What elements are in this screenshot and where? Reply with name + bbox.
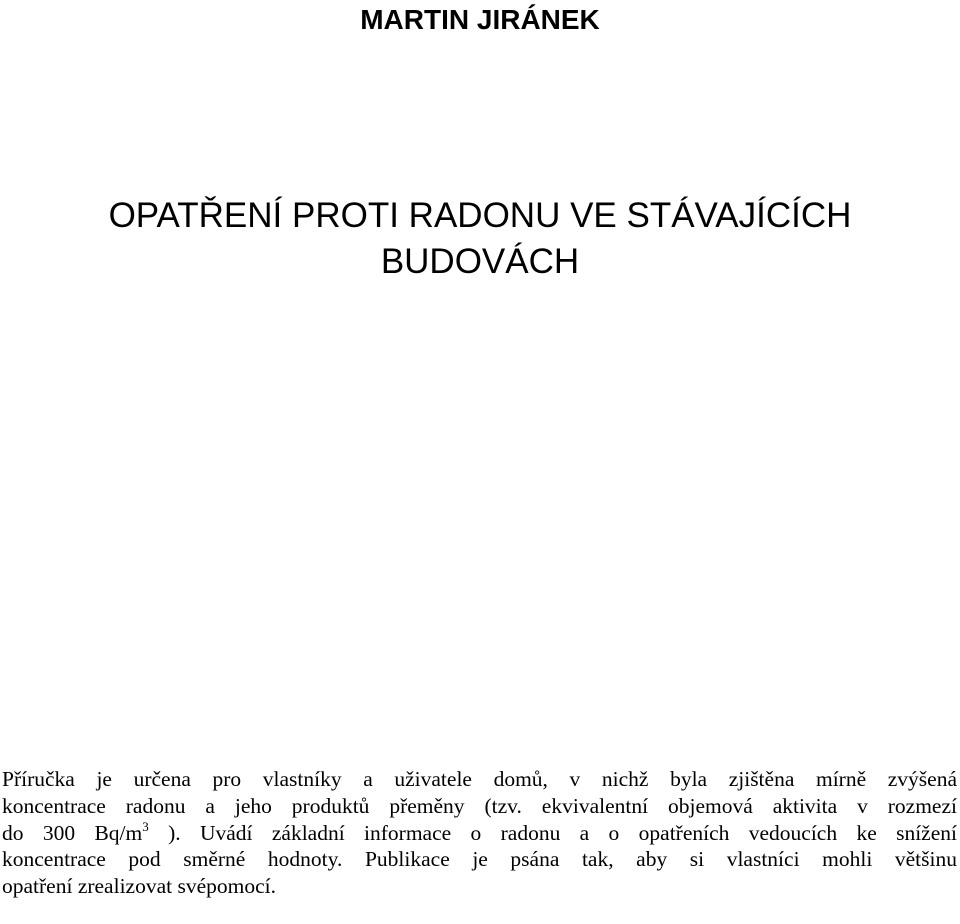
abstract-paragraph [2,766,957,900]
abstract-line-2: koncentrace radonu a jeho produktů přeměny (tzv. ekvivalentní objemová aktivita v rozmezí [2,793,957,818]
abstract-line-5: opatření zrealizovat svépomocí. [2,874,277,899]
cubic-superscript: 3 [142,818,149,834]
author-name: MARTIN JIRÁNEK [360,4,600,35]
abstract-line-3-start: do 300 Bq/m [2,820,143,845]
document-title-line-2: BUDOVÁCH [380,242,580,281]
document-title [0,193,960,285]
abstract-line-4: koncentrace pod směrné hodnoty. Publikace je psána tak, aby si vlastníci mohli většinu [2,847,957,872]
abstract-line-3 [2,820,957,847]
document-title-line-1: OPATŘENÍ PROTI RADONU VE STÁVAJÍCÍCH [108,196,852,235]
abstract-line-1: Příručka je určena pro vlastníky a uživatele domů, v nichž byla zjištěna mírně zvýšená [2,767,957,791]
abstract-line-3-end: ). Uvádí základní informace o radonu a o opatřeních vedoucích ke snížení [148,820,957,845]
